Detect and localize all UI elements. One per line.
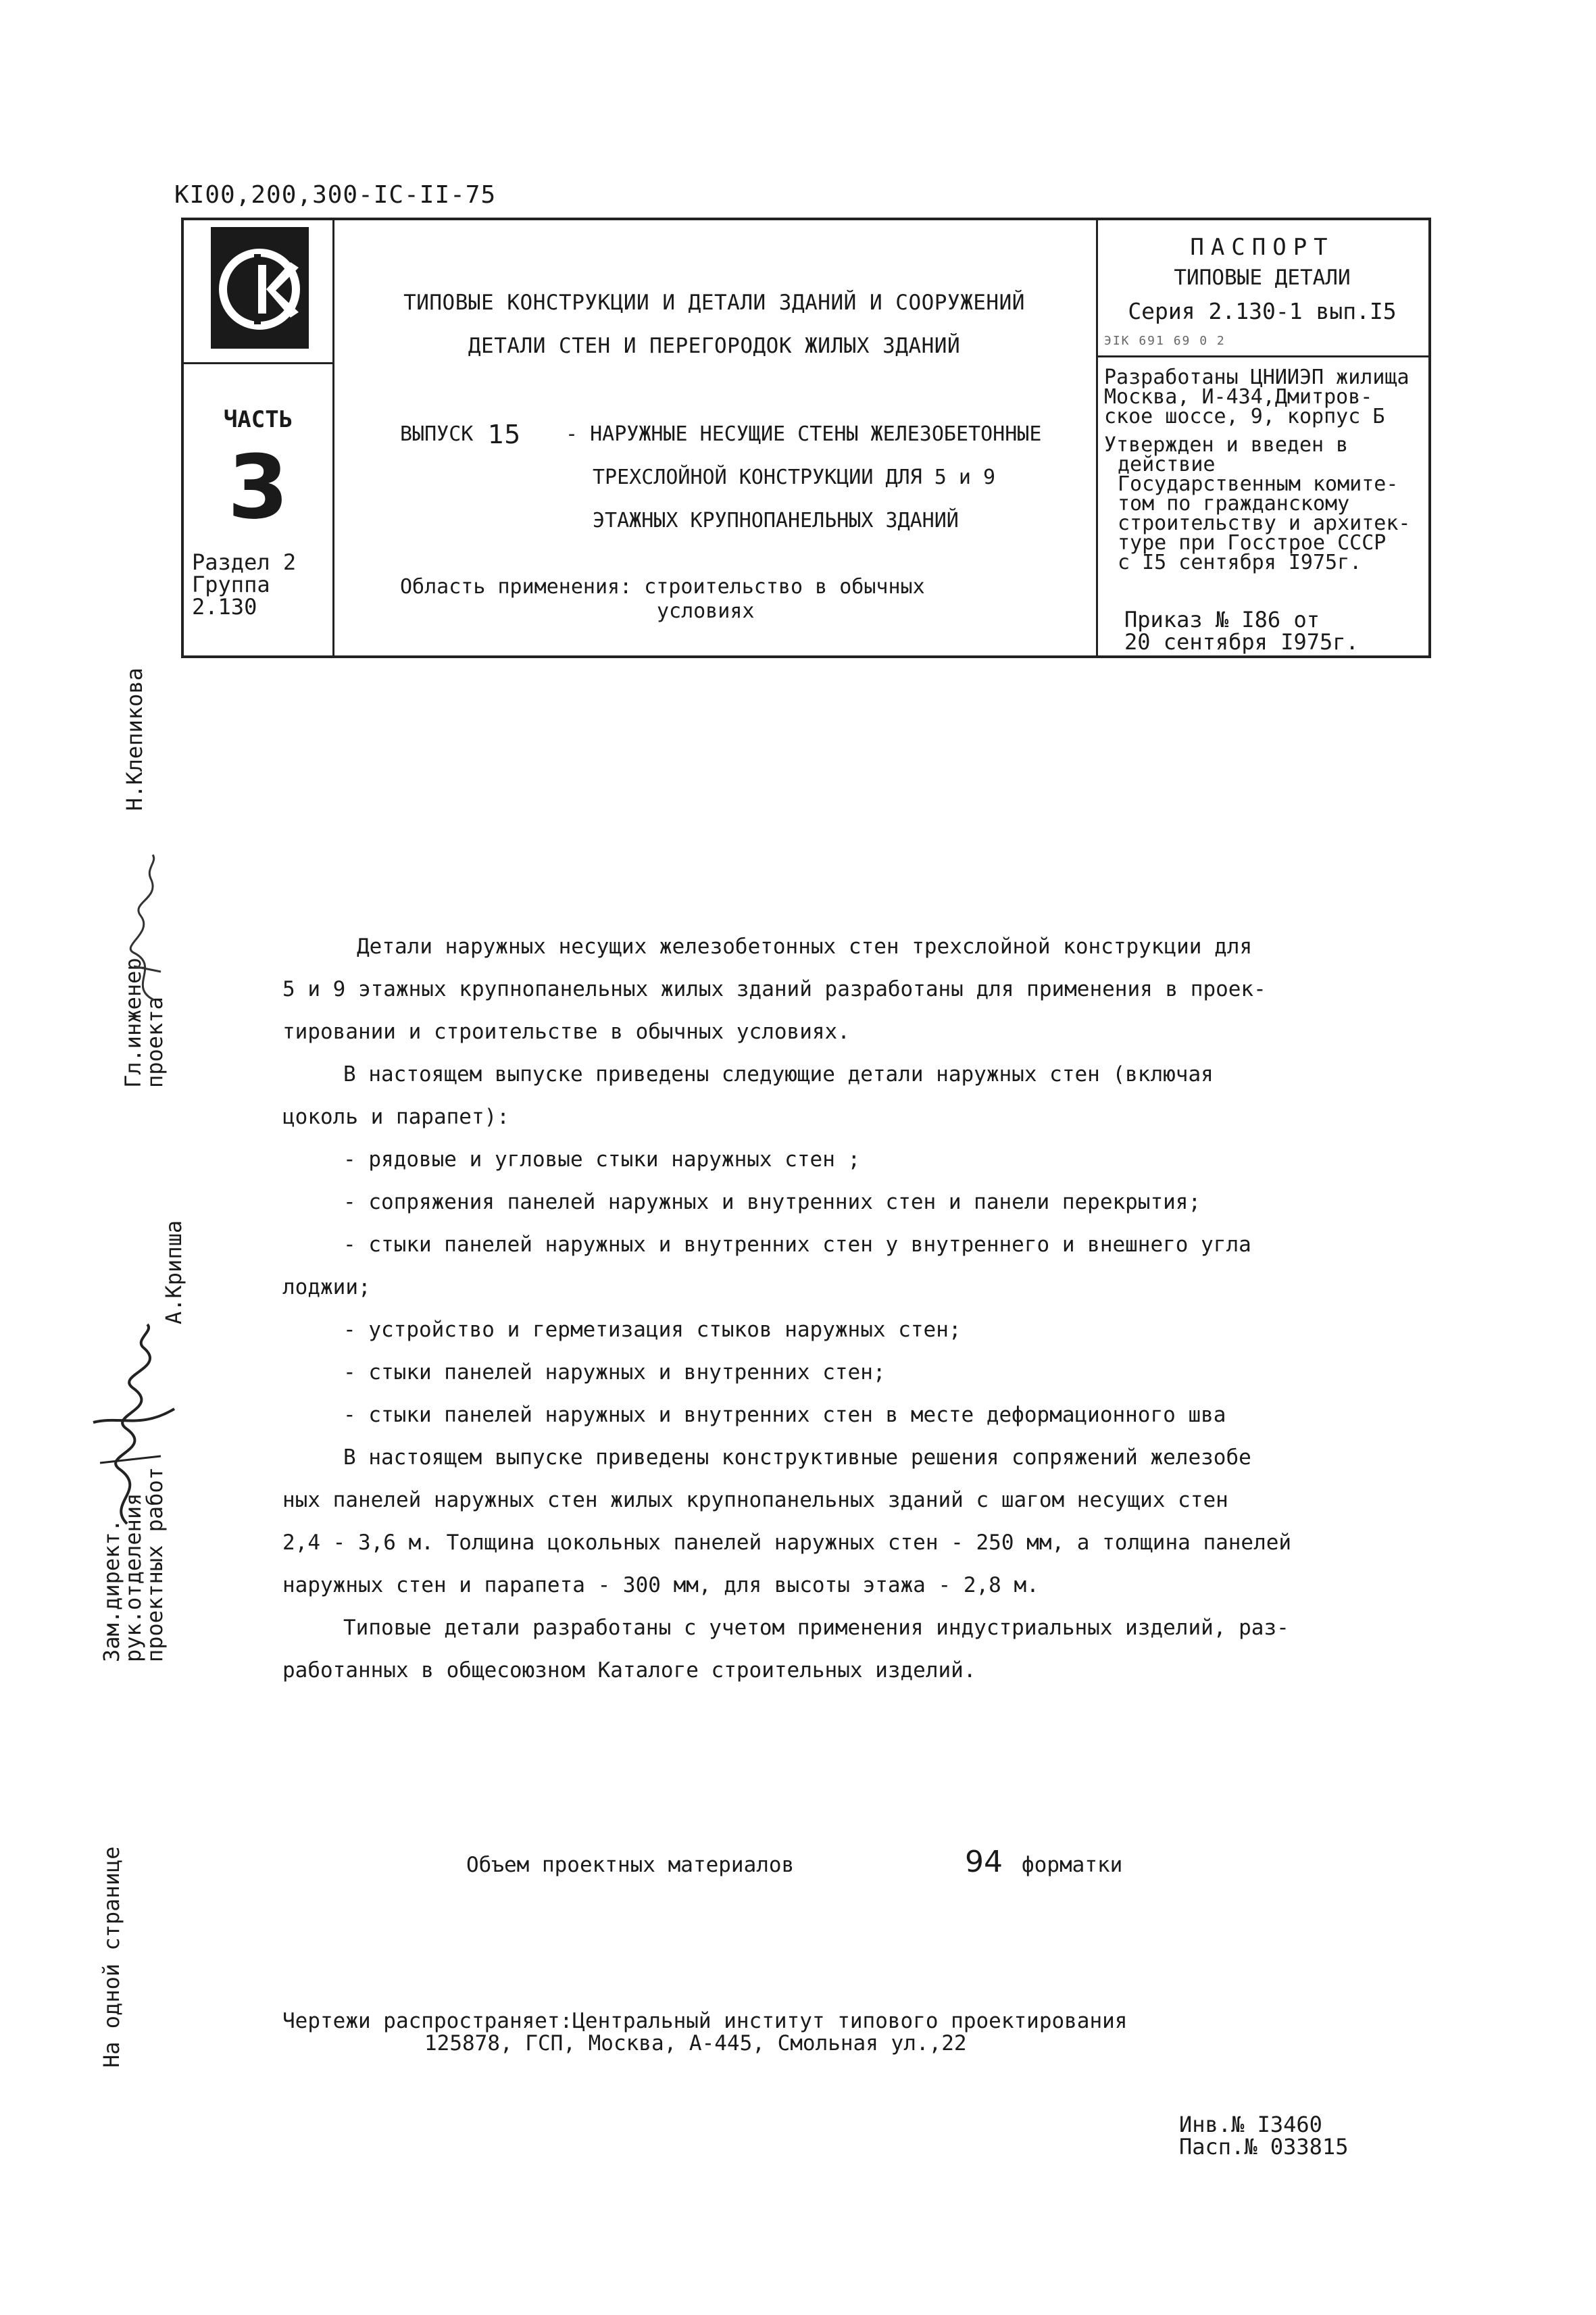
issue-title-line: ЭТАЖНЫХ КРУПНОПАНЕЛЬНЫХ ЗДАНИЙ [593, 509, 959, 532]
passport-subtitle: ТИПОВЫЕ ДЕТАЛИ [1174, 266, 1351, 290]
approval-line: Утвержден и введен в [1104, 433, 1349, 457]
paragraph-line: 5 и 9 этажных крупнопанельных жилых зданий разработаны для применения в проек- [282, 977, 1266, 1001]
order-line: 20 сентября I975г. [1124, 629, 1359, 655]
paragraph-line: Детали наружных несущих железобетонных стен трехслойной конструкции для [357, 935, 1253, 959]
title-block [181, 218, 1431, 658]
inventory-info [1179, 2114, 1348, 2158]
paragraph-line: работанных в общесоюзном Каталоге строительных изделий. [282, 1658, 976, 1683]
deputy-title: проектных работ [142, 1467, 168, 1662]
issue-title-line: ТРЕХСЛОЙНОЙ КОНСТРУКЦИИ ДЛЯ 5 и 9 [593, 466, 996, 489]
on-one-page-note: На одной странице [99, 1846, 124, 2068]
list-item: лоджии; [282, 1275, 371, 1299]
chief-engineer-title: проекта [142, 997, 168, 1088]
approval-line: туре при Госстрое СССР [1118, 531, 1387, 555]
list-item: - стыки панелей наружных и внутренних стен в месте деформационного шва [343, 1403, 1226, 1427]
developer-line: ское шоссе, 9, корпус Б [1104, 405, 1385, 428]
series-title [332, 281, 1096, 368]
title-column [332, 220, 1098, 655]
series-title-line: ТИПОВЫЕ КОНСТРУКЦИИ И ДЕТАЛИ ЗДАНИЙ И СООРУЖЕНИЙ [403, 291, 1025, 315]
order-line: Приказ № I86 от [1124, 607, 1320, 632]
passport-cell [1096, 220, 1428, 357]
scope-line: условиях [657, 599, 755, 623]
developer-line: Разработаны ЦНИИЭП жилища [1104, 366, 1410, 389]
order-info [1124, 609, 1422, 653]
paragraph-line: ных панелей наружных стен жилых крупнопанельных зданий с шагом несущих стен [282, 1488, 1228, 1512]
chief-engineer-name: Н.Клепикова [122, 668, 147, 811]
list-item: - стыки панелей наружных и внутренних стен у внутреннего и внешнего угла [343, 1233, 1251, 1257]
approval-line: том по гражданскому [1118, 492, 1350, 516]
list-item: - устройство и герметизация стыков наружных стен; [343, 1318, 962, 1342]
volume-unit: форматки [1022, 1853, 1123, 1877]
part-label: ЧАСТЬ [223, 406, 293, 433]
deputy-title: Зам.директ. [99, 1519, 124, 1662]
issue-title-line: - НАРУЖНЫЕ НЕСУЩИЕ СТЕНЫ ЖЕЛЕЗОБЕТОННЫЕ [566, 422, 1042, 446]
part-number: 3 [227, 436, 289, 539]
series-title-line: ДЕТАЛИ СТЕН И ПЕРЕГОРОДОК ЖИЛЫХ ЗДАНИЙ [468, 334, 961, 358]
issue-number: 15 [488, 420, 521, 449]
part-column [184, 220, 334, 655]
body-text [282, 926, 1337, 1692]
volume-label: Объем проектных материалов [466, 1853, 795, 1877]
issue-label: ВЫПУСК [400, 422, 474, 446]
list-item: - сопряжения панелей наружных и внутренних стен и панели перекрытия; [343, 1190, 1201, 1214]
list-item: - стыки панелей наружных и внутренних стен; [343, 1360, 886, 1385]
inventory-number: Инв.№ I3460 [1179, 2112, 1322, 2137]
paragraph-line: В настоящем выпуске приведены конструктивные решения сопряжений железобе [343, 1445, 1251, 1470]
issue-title [566, 413, 1079, 543]
paragraph-line: В настоящем выпуске приведены следующие детали наружных стен (включая [343, 1062, 1214, 1087]
distributor-line: Чертежи распространяет:Центральный институт типового проектирования [282, 2009, 1128, 2033]
paragraph-line: 2,4 - 3,6 м. Толщина цокольных панелей наружных стен - 250 мм, а толщина панелей [282, 1530, 1292, 1555]
signature-icon [80, 1321, 181, 1537]
chief-engineer-title: Гл.инженер [120, 957, 146, 1088]
logo-cell [184, 220, 332, 364]
ck-logo-icon [211, 227, 309, 349]
developer-info [1104, 368, 1425, 426]
document-code: КI00,200,300-IС-II-75 [174, 181, 497, 209]
developer-line: Москва, И-434,Дмитров- [1104, 385, 1373, 409]
approval-line: Государственным комите- [1118, 472, 1399, 496]
deputy-name: А.Крипша [161, 1220, 186, 1324]
deputy-title: рук.отделения [120, 1493, 146, 1662]
paragraph-line: Типовые детали разработаны с учетом применения индустриальных изделий, раз- [343, 1616, 1289, 1640]
passport-number: Пасп.№ 033815 [1179, 2134, 1349, 2160]
distributor-info [282, 2010, 1127, 2055]
approval-line: с I5 сентября I975г. [1118, 551, 1362, 574]
volume-value: 94 [965, 1845, 1003, 1879]
section-info [192, 551, 296, 618]
group-label: Группа [192, 572, 270, 597]
section-label: Раздел 2 [192, 549, 297, 575]
approval-info [1104, 435, 1425, 572]
scope-line: Область применения: строительство в обычных [400, 575, 925, 599]
paragraph-line: цоколь и парапет): [282, 1105, 509, 1129]
passport-code: ЭIК 691 69 0 2 [1104, 334, 1226, 348]
approval-line: действие [1118, 453, 1216, 476]
distributor-address: 125878, ГСП, Москва, А-445, Смольная ул.,22 [424, 2031, 967, 2056]
list-item: - рядовые и угловые стыки наружных стен ; [343, 1147, 861, 1172]
scope-of-application [400, 575, 1076, 624]
paragraph-line: наружных стен и парапета - 300 мм, для высоты этажа - 2,8 м. [282, 1573, 1039, 1597]
paragraph-line: тировании и строительстве в обычных условиях. [282, 1020, 850, 1044]
approval-line: строительству и архитек- [1118, 512, 1411, 535]
signature-icon [114, 851, 174, 1007]
passport-column [1096, 220, 1428, 655]
group-code: 2.130 [192, 594, 257, 620]
passport-title: ПАСПОРТ [1190, 234, 1335, 261]
passport-series: Серия 2.130-1 вып.I5 [1128, 298, 1397, 324]
